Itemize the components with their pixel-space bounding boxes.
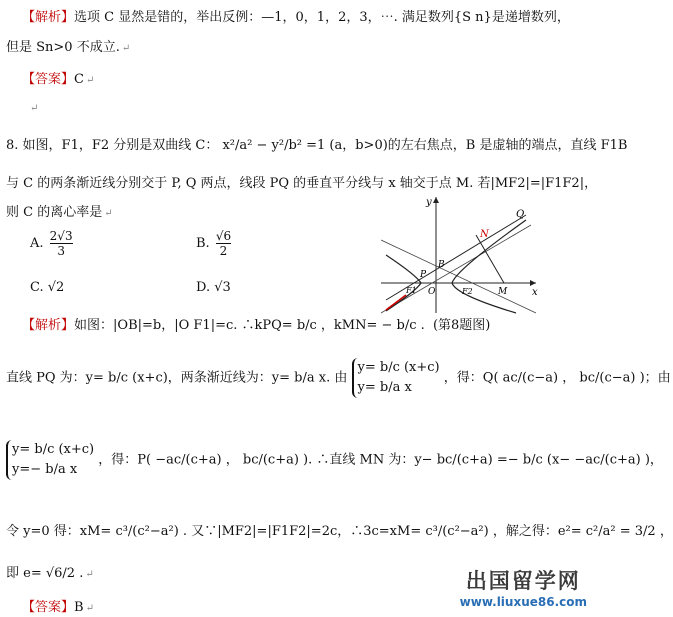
answer-value: C	[74, 72, 84, 87]
answer-tag: 答案	[35, 72, 62, 87]
equation-system-1: y= b/c (x+c) y= b/a x	[352, 358, 440, 398]
question-8-line-1	[6, 134, 627, 153]
label-p: P	[420, 270, 427, 280]
question-text-1: 如图，F1，F2 分别是双曲线 C： x²/a² − y²/b² =1 (a，b>0)的左右焦点，B 是虚轴的端点，直线 F1B	[22, 138, 628, 153]
option-d: D. √3	[196, 280, 231, 295]
answer-2: 【答案】B ↵	[22, 600, 94, 615]
label-b: B	[438, 260, 445, 270]
label-f1: F1	[406, 286, 417, 295]
label-m: M	[498, 287, 508, 297]
analysis-tag: 解析	[35, 10, 62, 25]
solution-line-2: 直线 PQ 为：y= b/c (x+c)，两条渐近线为：y= b/a x. 由 y= b/c (x+c) y= b/a x ，得：Q( ac/(c−a) ， bc/(c−a) )；由	[6, 358, 671, 398]
figure-caption: (第8题图)	[432, 318, 491, 333]
question-8-line-3: 则 C 的离心率是 ↵	[6, 205, 113, 220]
equation-system-2: y= b/c (x+c) y=− b/a x	[6, 440, 94, 480]
answer-1: 【答案】C ↵	[22, 72, 95, 87]
label-o: O	[428, 287, 436, 297]
question-8-line-2	[6, 172, 597, 191]
analysis-text-2: 但是 Sn>0 不成立.	[6, 40, 120, 55]
question-text-3: 则 C 的离心率是	[6, 205, 103, 220]
hyperbola-figure	[376, 195, 546, 315]
label-n: N	[480, 229, 489, 240]
question-text-2: 与 C 的两条渐近线分别交于 P, Q 两点，线段 PQ 的垂直平分线与 x 轴交于点 M. 若|MF2|=|F1F2|，	[6, 176, 598, 191]
site-watermark: 出国留学网 www.liuxue86.com	[459, 569, 587, 609]
option-c: C. √2	[30, 280, 65, 295]
question-number: 8.	[6, 138, 19, 153]
analysis-para-1b: 但是 Sn>0 不成立. ↵	[6, 40, 131, 55]
label-x: x	[532, 287, 538, 298]
solution-line-1: 【解析】如图：|OB|=b，|O F1|=c. ∴kPQ= b/c ，kMN= − b/c . (第8题图)	[22, 318, 491, 333]
solution-line-3: y= b/c (x+c) y=− b/a x ，得：P( −ac/(c+a) ， bc/(c+a) ). ∴直线 MN 为：y− bc/(c+a) =− b/c (x− −ac/(c+a) )，	[6, 440, 663, 480]
analysis-text-1: 选项 C 显然是错的，举出反例：—1，0，1，2，3，⋯. 满足数列{S n}是递增数列，	[74, 10, 570, 25]
option-b: B. $\frac{√6}{2}$	[196, 229, 232, 258]
label-q: Q	[516, 209, 525, 220]
solution-line-4: 令 y=0 得：xM= c³/(c²−a²) . 又∵|MF2|=|F1F2|=2c，∴3c=xM= c³/(c²−a²) ，解之得：e²= c²/a² = 3/2 ，	[6, 524, 673, 539]
solution-text-1: 如图：|OB|=b，|O F1|=c. ∴kPQ= b/c ，kMN= − b/c .	[74, 318, 425, 333]
label-y: y	[426, 197, 432, 208]
analysis-para-1: 【解析】选项 C 显然是错的，举出反例：—1，0，1，2，3，⋯. 满足数列{S n}是递增数列，	[22, 10, 570, 25]
solution-line-5: 即 e= √6/2 . ↵	[6, 566, 94, 581]
label-f2: F2	[462, 287, 473, 296]
option-a: A. $\frac{2√3}{3}$	[30, 229, 73, 258]
